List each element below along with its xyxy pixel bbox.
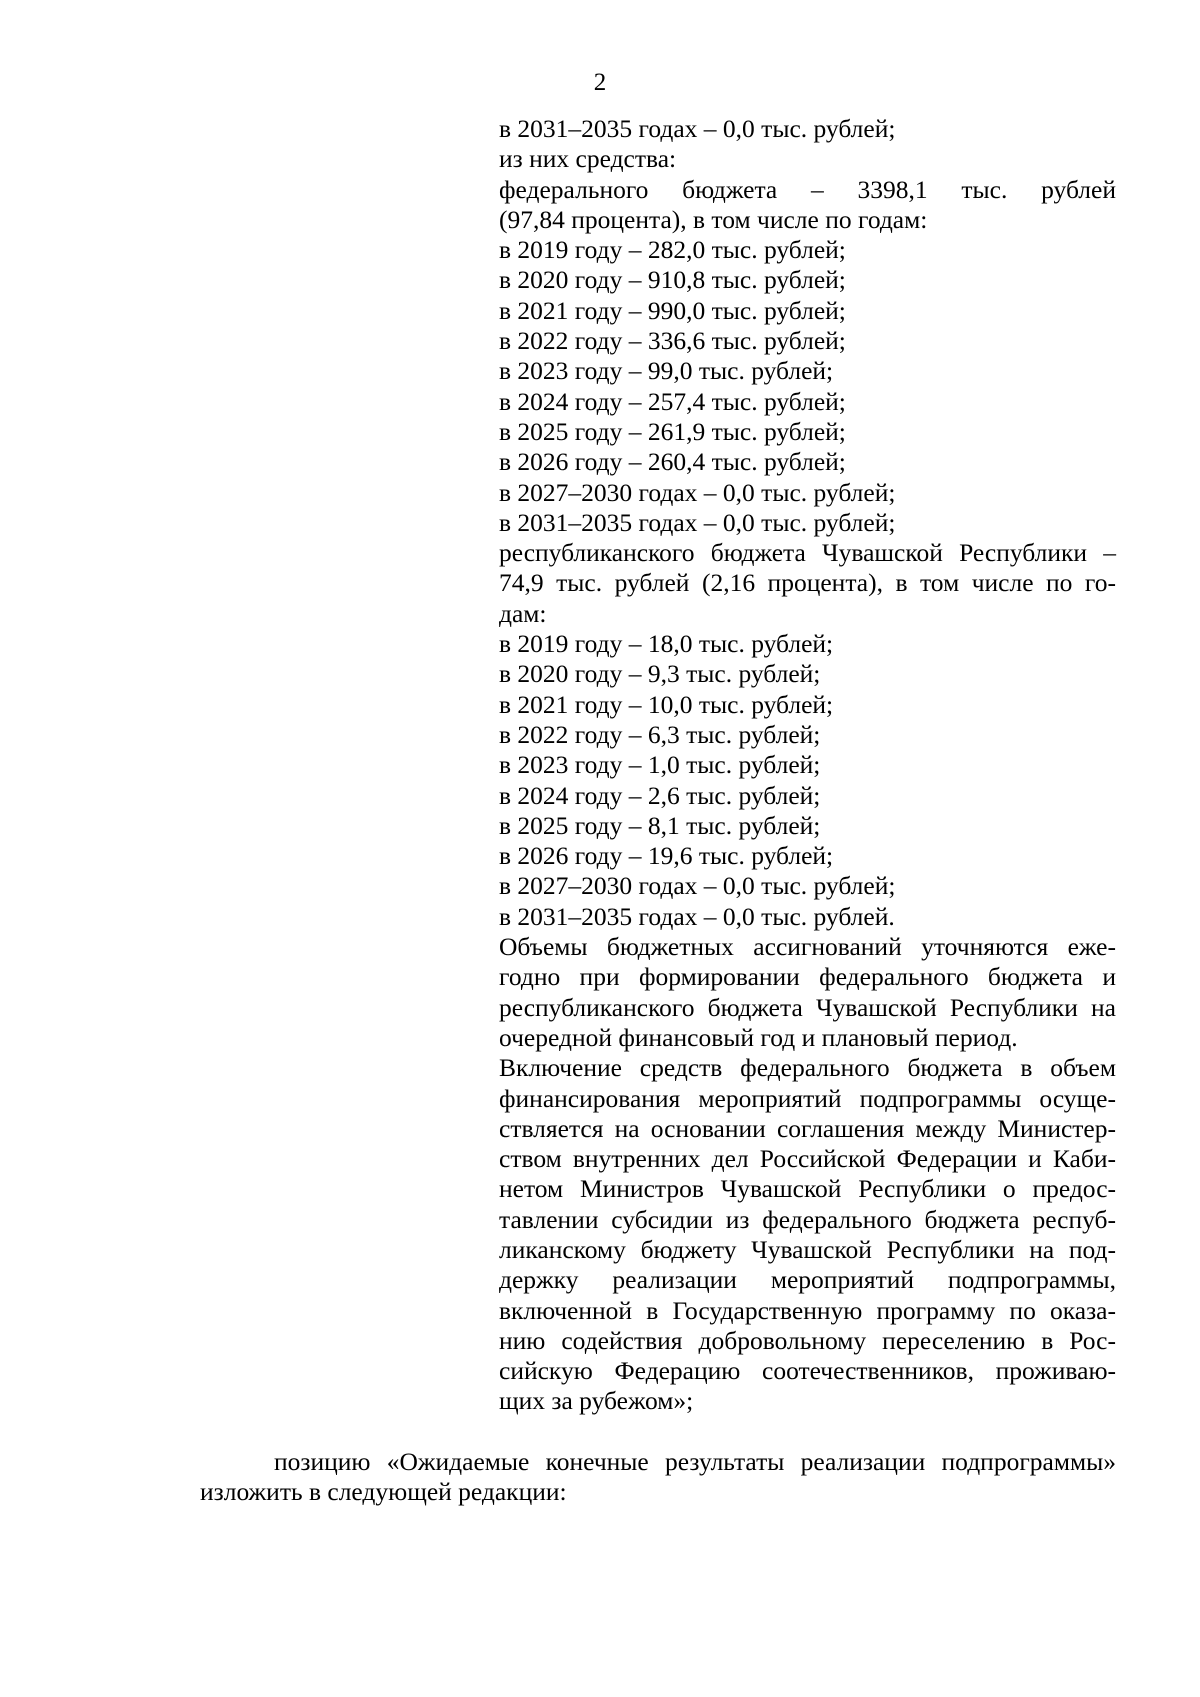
republic-year-line: в 2026 году – 19,6 тыс. рублей; (499, 841, 834, 871)
federal-year-line: в 2024 году – 257,4 тыс. рублей; (499, 386, 846, 416)
republic-year-line: в 2031–2035 годах – 0,0 тыс. рублей. (499, 901, 895, 931)
total-2031-2035-line: в 2031–2035 годах – 0,0 тыс. рублей; (499, 114, 896, 143)
republic-year-line: в 2027–2030 годах – 0,0 тыс. рублей; (499, 871, 896, 901)
volumes-paragraph: Объемы бюджетных ассигнований уточняются еже-годно при формировании федерального бюджета и республиканского бюджета Чувашской Республики на очередной финансовый год и плановый период. (499, 932, 1116, 1052)
republic-year-line: в 2020 году – 9,3 тыс. рублей; (499, 659, 821, 689)
federal-budget-intro-line-1: федерального бюджета – 3398,1 тыс. рублей (499, 174, 1116, 204)
federal-year-line: в 2025 году – 261,9 тыс. рублей; (499, 416, 846, 446)
federal-year-line: в 2026 году – 260,4 тыс. рублей; (499, 447, 846, 477)
republic-year-line: в 2022 году – 6,3 тыс. рублей; (499, 719, 821, 749)
page-number: 2 (593, 69, 607, 96)
federal-year-line: в 2019 году – 282,0 тыс. рублей; (499, 235, 846, 265)
republic-budget-intro-line-1: республиканского бюджета Чувашской Республики – (499, 538, 1116, 568)
republic-year-line: в 2019 году – 18,0 тыс. рублей; (499, 629, 834, 659)
republic-year-line: в 2023 году – 1,0 тыс. рублей; (499, 750, 821, 780)
inclusion-paragraph: Включение средств федерального бюджета в объем финансирования мероприятий подпрограммы осуще-ствляется на основании соглашения между Министер-ством внутренних дел Российской Федерации и Каби-нетом Министров Чувашской Республики о предос-тавлении субсидии из федерального бюджета респуб-ликанскому бюджету Чувашской Республики на под-держку реализации мероприятий подпрограммы, включенной в Государственную программу по оказа-нию содействия добровольному переселению в Рос-сийскую Федерацию соотечественников, проживаю-щих за рубежом»; (499, 1053, 1116, 1416)
of-them-label: из них средства: (499, 144, 677, 174)
federal-year-line: в 2021 году – 990,0 тыс. рублей; (499, 295, 846, 325)
republic-year-line: в 2025 году – 8,1 тыс. рублей; (499, 810, 821, 840)
republic-year-line: в 2024 году – 2,6 тыс. рублей; (499, 780, 821, 810)
present-in-edition-line: изложить в следующей редакции: (200, 1477, 567, 1507)
federal-year-line: в 2023 году – 99,0 тыс. рублей; (499, 356, 834, 386)
federal-year-line: в 2020 году – 910,8 тыс. рублей; (499, 265, 846, 295)
federal-year-line: в 2031–2035 годах – 0,0 тыс. рублей; (499, 507, 896, 537)
funding-text-block (499, 114, 1116, 1417)
amendment-instruction (200, 1447, 1116, 1508)
position-line: позицию «Ожидаемые конечные результаты реализации подпрограммы» (274, 1447, 1116, 1476)
republic-budget-intro-line-3: дам: (499, 598, 547, 628)
federal-year-line: в 2022 году – 336,6 тыс. рублей; (499, 326, 846, 356)
federal-budget-intro-line-2: (97,84 процента), в том числе по годам: (499, 204, 928, 234)
republic-year-line: в 2021 году – 10,0 тыс. рублей; (499, 689, 834, 719)
federal-year-line: в 2027–2030 годах – 0,0 тыс. рублей; (499, 477, 896, 507)
republic-budget-intro-line-2: 74,9 тыс. рублей (2,16 процента), в том числе по го- (499, 568, 1116, 598)
